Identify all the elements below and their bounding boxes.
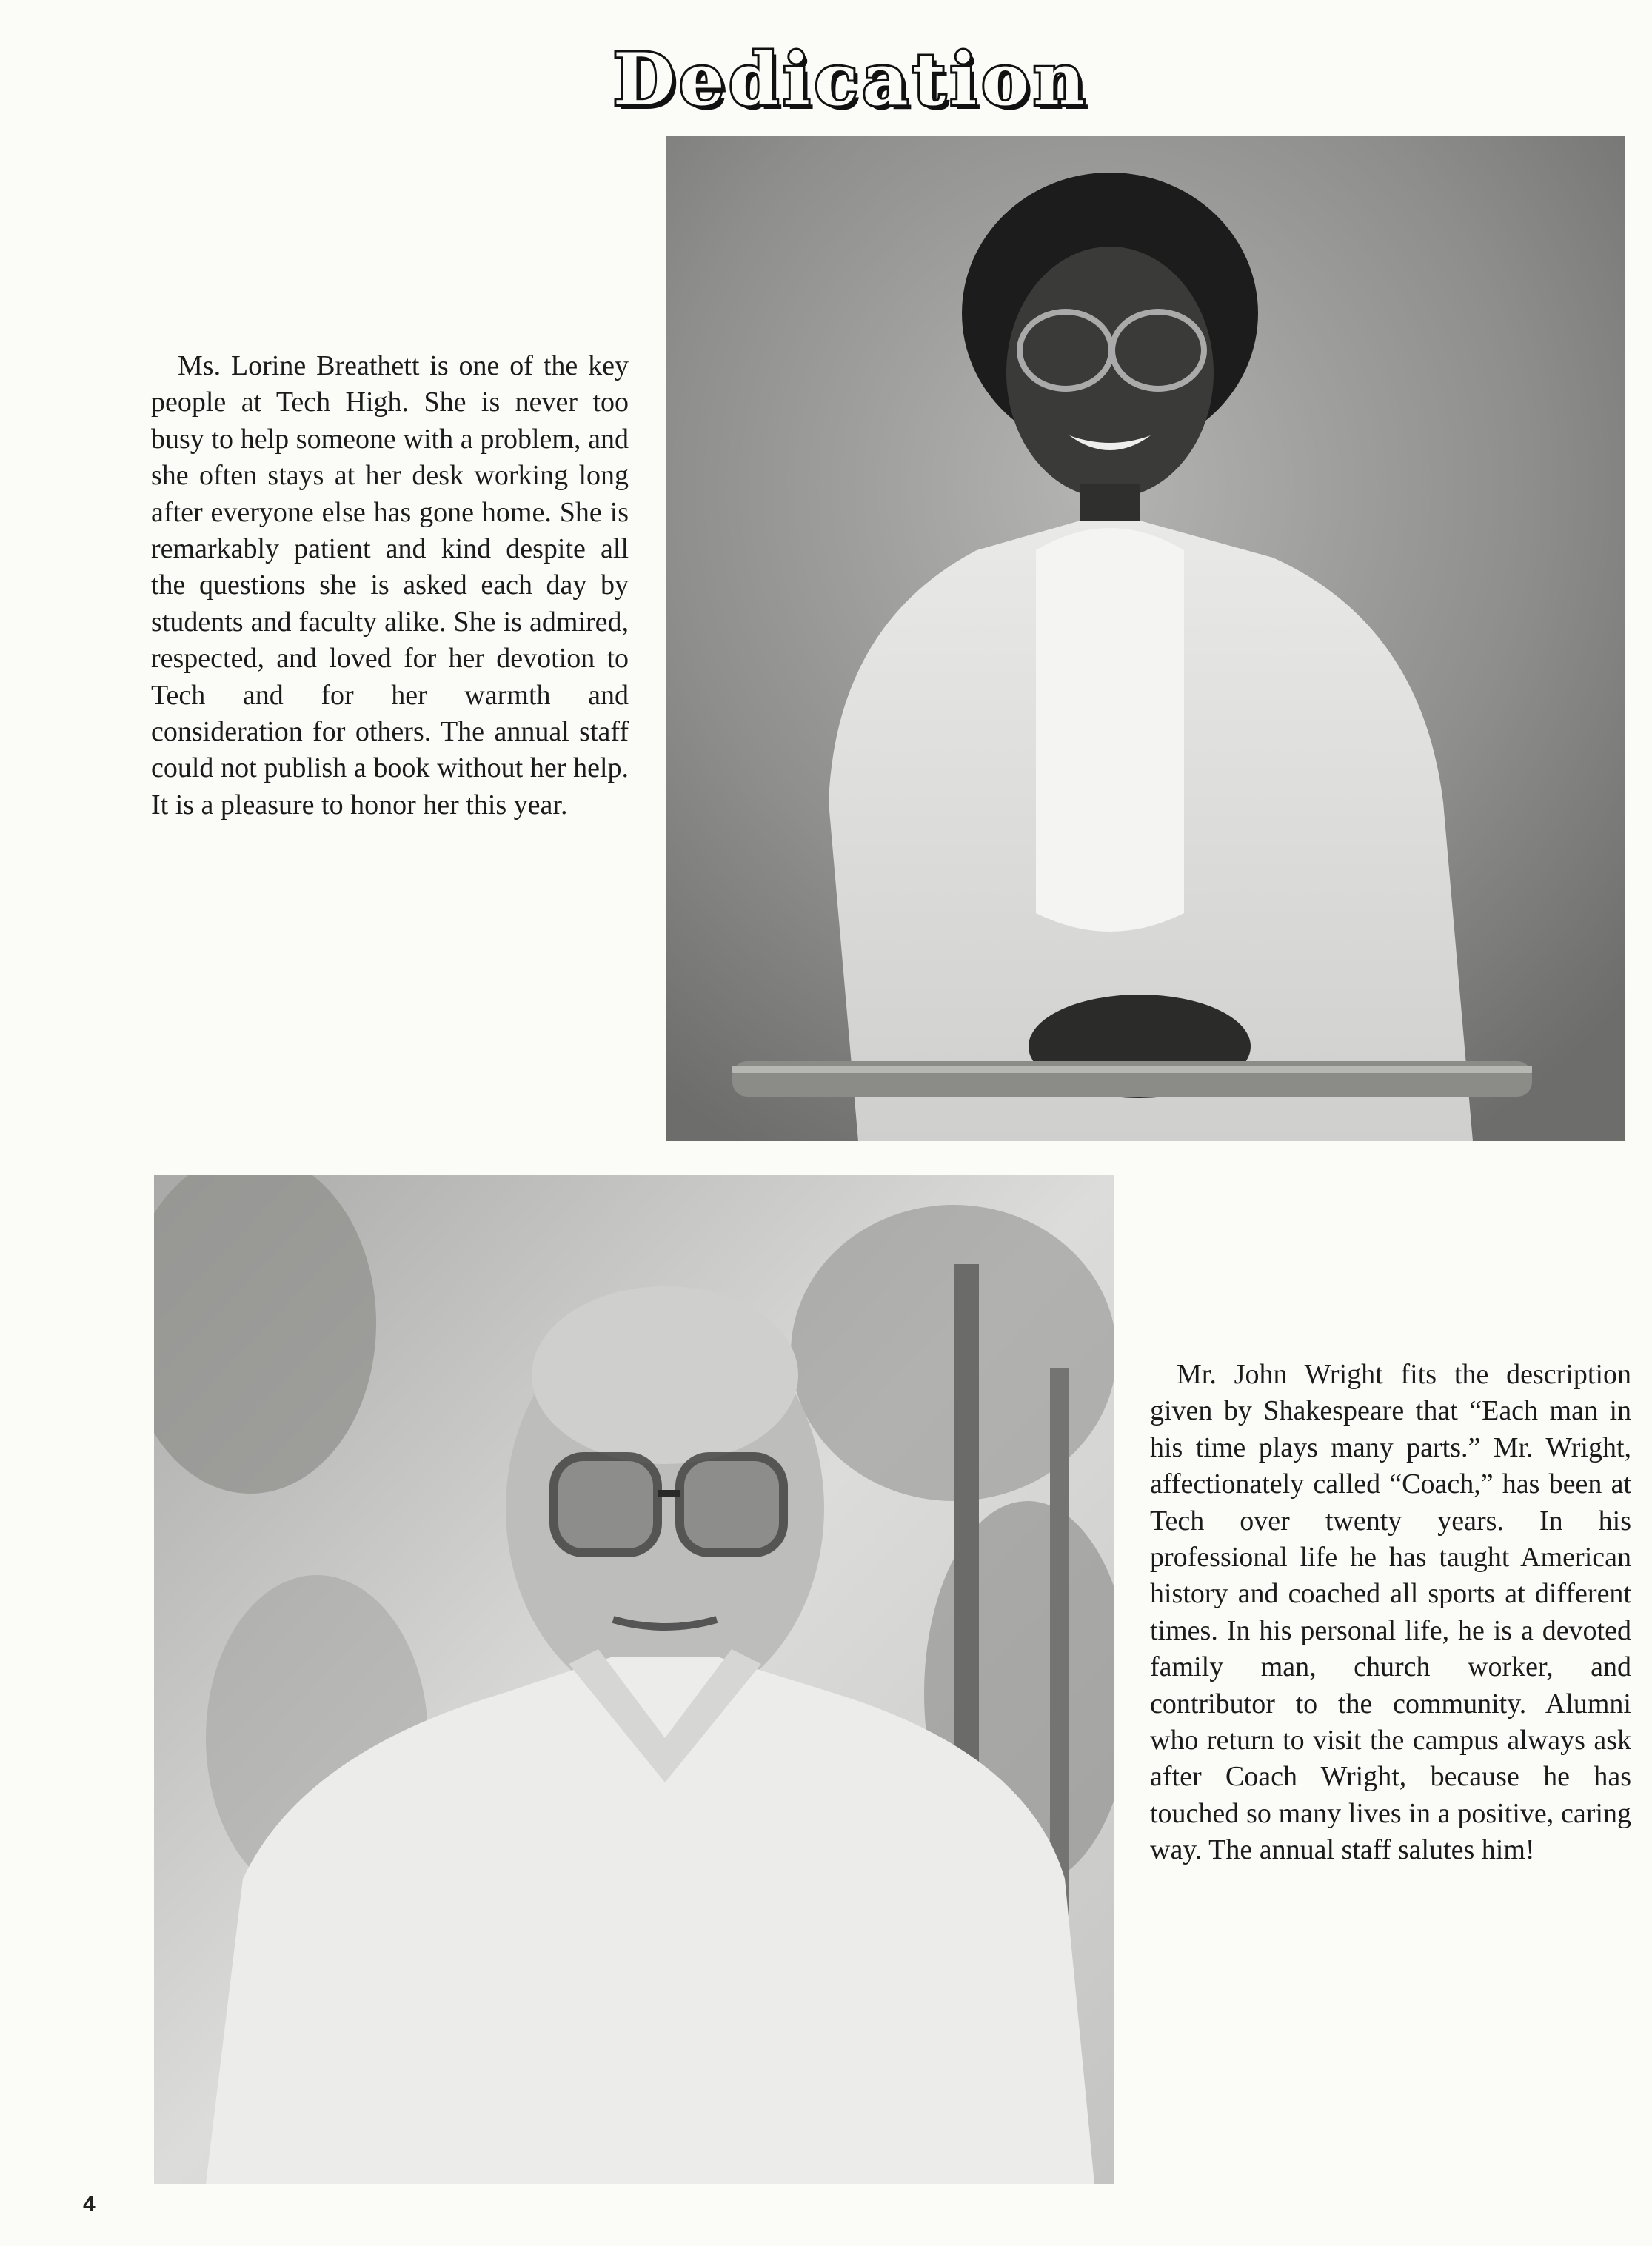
page-number: 4 [83, 2192, 96, 2216]
page-title: Dedication [613, 38, 1090, 121]
photo-lorine-breathett [666, 136, 1625, 1141]
man-portrait-image [154, 1175, 1114, 2184]
photo-john-wright [154, 1175, 1114, 2184]
woman-portrait-image [666, 136, 1625, 1141]
dedication-text-lorine-breathett: Ms. Lorine Breathett is one of the key people at Tech High. She is never too busy to help someone with a problem, and she often stays at her desk working long after everyone else has gone home. She is remarkably patient and kind despite all the questions she is asked each day by students and faculty alike. She is admired, respected, and loved for her devotion to Tech and for her warmth and consideration for others. The annual staff could not publish a book without her help. It is a pleasure to honor her this year. [151, 350, 629, 820]
dedication-text-john-wright: Mr. John Wright fits the description given by Shakespeare that “Each man in his time plays many parts.” Mr. Wright, affectionately called “Coach,” has been at Tech over twenty years. In his professional life he has taught American history and coached all sports at different times. In his personal life, he is a devoted family man, church worker, and contributor to the community. Alumni who return to visit the campus always ask after Coach Wright, because he has touched so many lives in a positive, caring way. The annual staff salutes him! [1150, 1359, 1631, 1866]
